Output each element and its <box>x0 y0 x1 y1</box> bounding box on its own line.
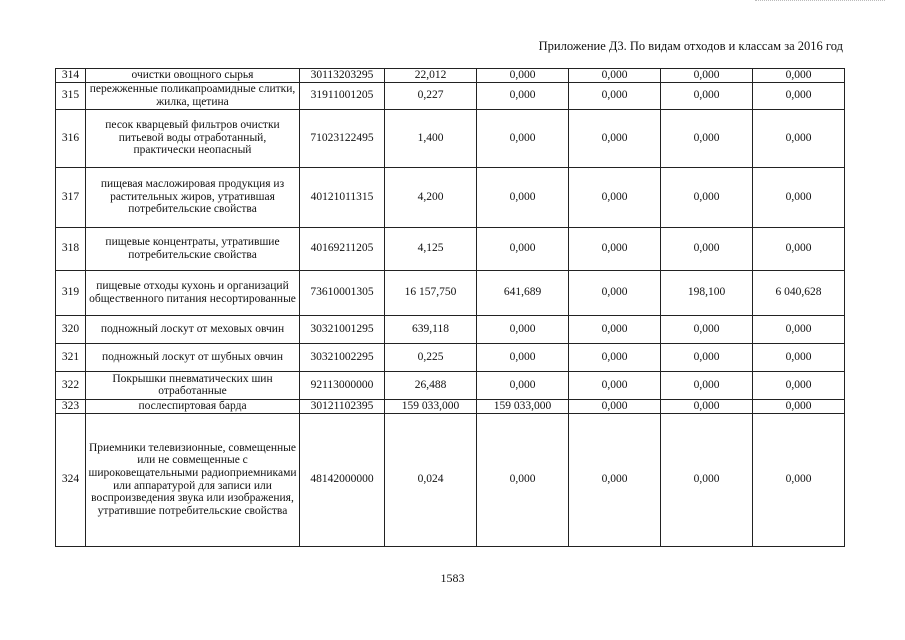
value-cell: 0,000 <box>477 82 569 109</box>
row-number: 317 <box>56 167 86 227</box>
waste-code: 30321001295 <box>300 315 385 343</box>
value-cell: 198,100 <box>661 270 753 315</box>
value-cell: 0,000 <box>477 315 569 343</box>
table-row <box>56 371 845 399</box>
page-header: Приложение Д3. По видам отходов и классам за 2016 год <box>538 39 843 53</box>
waste-table <box>55 68 845 547</box>
value-cell: 0,000 <box>753 399 845 413</box>
table-row <box>56 227 845 270</box>
value-cell: 0,000 <box>753 315 845 343</box>
value-cell: 0,000 <box>661 413 753 546</box>
value-cell: 0,000 <box>569 413 661 546</box>
value-cell: 0,225 <box>385 343 477 371</box>
value-cell: 0,000 <box>477 227 569 270</box>
row-number: 314 <box>56 69 86 83</box>
row-number: 324 <box>56 413 86 546</box>
waste-name: пищевые отходы кухонь и организаций общественного питания несортированные <box>86 270 300 315</box>
value-cell: 0,000 <box>569 399 661 413</box>
value-cell: 641,689 <box>477 270 569 315</box>
table-row <box>56 343 845 371</box>
value-cell: 0,000 <box>661 315 753 343</box>
value-cell: 0,000 <box>661 69 753 83</box>
waste-code: 31911001205 <box>300 82 385 109</box>
waste-code: 73610001305 <box>300 270 385 315</box>
table-row <box>56 270 845 315</box>
value-cell: 0,000 <box>569 82 661 109</box>
value-cell: 0,000 <box>753 371 845 399</box>
row-number: 321 <box>56 343 86 371</box>
waste-name: Приемники телевизионные, совмещенные или не совмещенные с широковещательными радиоприемниками или аппаратурой для записи или воспроизведения звука или изображения, утратившие потребительские свойства <box>86 413 300 546</box>
table-row <box>56 315 845 343</box>
row-number: 323 <box>56 399 86 413</box>
table-row <box>56 69 845 83</box>
value-cell: 159 033,000 <box>477 399 569 413</box>
value-cell: 0,000 <box>477 371 569 399</box>
waste-name: подножный лоскут от меховых овчин <box>86 315 300 343</box>
value-cell: 0,000 <box>753 82 845 109</box>
value-cell: 1,400 <box>385 109 477 167</box>
value-cell: 0,000 <box>753 227 845 270</box>
waste-code: 30121102395 <box>300 399 385 413</box>
table-row <box>56 399 845 413</box>
table-row <box>56 413 845 546</box>
table-row <box>56 167 845 227</box>
value-cell: 0,024 <box>385 413 477 546</box>
value-cell: 22,012 <box>385 69 477 83</box>
waste-name: пищевые концентраты, утратившие потребительские свойства <box>86 227 300 270</box>
value-cell: 0,000 <box>661 399 753 413</box>
waste-code: 48142000000 <box>300 413 385 546</box>
value-cell: 0,000 <box>753 343 845 371</box>
value-cell: 0,000 <box>569 167 661 227</box>
row-number: 319 <box>56 270 86 315</box>
row-number: 320 <box>56 315 86 343</box>
value-cell: 0,000 <box>569 315 661 343</box>
value-cell: 0,000 <box>569 69 661 83</box>
waste-name: песок кварцевый фильтров очистки питьевой воды отработанный, практически неопасный <box>86 109 300 167</box>
value-cell: 0,000 <box>661 167 753 227</box>
waste-name: Покрышки пневматических шин отработанные <box>86 371 300 399</box>
waste-code: 30321002295 <box>300 343 385 371</box>
waste-name: пережженные поликапроамидные слитки, жилка, щетина <box>86 82 300 109</box>
value-cell: 0,000 <box>753 167 845 227</box>
waste-code: 92113000000 <box>300 371 385 399</box>
value-cell: 0,000 <box>661 371 753 399</box>
value-cell: 26,488 <box>385 371 477 399</box>
value-cell: 0,000 <box>569 227 661 270</box>
value-cell: 159 033,000 <box>385 399 477 413</box>
waste-name: послеспиртовая барда <box>86 399 300 413</box>
value-cell: 4,200 <box>385 167 477 227</box>
value-cell: 0,000 <box>477 343 569 371</box>
value-cell: 0,000 <box>477 69 569 83</box>
value-cell: 0,227 <box>385 82 477 109</box>
value-cell: 0,000 <box>661 82 753 109</box>
value-cell: 4,125 <box>385 227 477 270</box>
value-cell: 0,000 <box>477 413 569 546</box>
value-cell: 16 157,750 <box>385 270 477 315</box>
table-row <box>56 109 845 167</box>
waste-code: 40121011315 <box>300 167 385 227</box>
value-cell: 0,000 <box>477 109 569 167</box>
row-number: 322 <box>56 371 86 399</box>
waste-name: подножный лоскут от шубных овчин <box>86 343 300 371</box>
waste-code: 71023122495 <box>300 109 385 167</box>
value-cell: 639,118 <box>385 315 477 343</box>
value-cell: 0,000 <box>753 413 845 546</box>
value-cell: 0,000 <box>753 69 845 83</box>
row-number: 316 <box>56 109 86 167</box>
value-cell: 0,000 <box>477 167 569 227</box>
page-number: 1583 <box>440 571 465 585</box>
value-cell: 0,000 <box>661 227 753 270</box>
table-row <box>56 82 845 109</box>
scan-artifact <box>755 0 885 4</box>
value-cell: 6 040,628 <box>753 270 845 315</box>
value-cell: 0,000 <box>661 343 753 371</box>
waste-name: очистки овощного сырья <box>86 69 300 83</box>
value-cell: 0,000 <box>569 109 661 167</box>
value-cell: 0,000 <box>569 371 661 399</box>
row-number: 315 <box>56 82 86 109</box>
row-number: 318 <box>56 227 86 270</box>
value-cell: 0,000 <box>661 109 753 167</box>
value-cell: 0,000 <box>569 270 661 315</box>
waste-name: пищевая масложировая продукция из растительных жиров, утратившая потребительские свойства <box>86 167 300 227</box>
waste-code: 40169211205 <box>300 227 385 270</box>
value-cell: 0,000 <box>569 343 661 371</box>
value-cell: 0,000 <box>753 109 845 167</box>
waste-code: 30113203295 <box>300 69 385 83</box>
